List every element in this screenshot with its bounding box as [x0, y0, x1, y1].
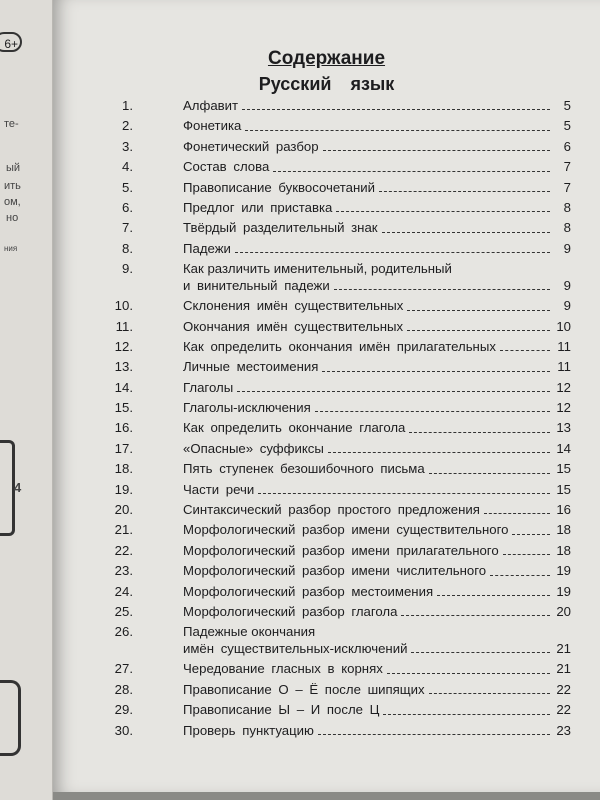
- toc-entry-title: Падежи: [183, 240, 231, 256]
- toc-entry-title: Твёрдый разделительный знак: [183, 220, 378, 236]
- toc-number: 15.: [114, 400, 133, 416]
- toc-entry-line: [183, 378, 571, 398]
- toc-entry-line: [183, 317, 571, 337]
- left-page-fragment: ом,: [4, 196, 21, 208]
- toc-entry: [183, 317, 571, 337]
- toc-page-number: 7: [563, 159, 571, 175]
- toc-leader: [500, 350, 550, 351]
- toc-leader: [490, 575, 550, 576]
- toc-entry-title: Части речи: [183, 481, 255, 497]
- toc-leader: [512, 534, 550, 535]
- toc-leader: [387, 673, 550, 674]
- toc-entry-line: [183, 157, 571, 177]
- toc-leader: [315, 411, 550, 412]
- toc-leader: [411, 652, 550, 653]
- toc-entry: [183, 259, 571, 296]
- toc-entry-line: [183, 276, 571, 296]
- toc-page-number: 9: [563, 240, 571, 256]
- toc-row: [101, 418, 571, 438]
- toc-entry-line: [183, 561, 571, 581]
- toc-number: 11.: [115, 318, 133, 334]
- toc-page-number: 6: [563, 138, 571, 154]
- toc-entry-line: [183, 296, 571, 316]
- toc-entry: [183, 520, 571, 540]
- toc-entry: [183, 337, 571, 357]
- toc-entry-first-line: Падежные окончания: [183, 624, 316, 640]
- toc-page-number: 10: [556, 318, 571, 334]
- toc-leader: [401, 615, 550, 616]
- toc-number: 8.: [122, 240, 133, 256]
- toc-leader: [235, 252, 550, 253]
- toc-row: [101, 259, 571, 296]
- toc-leader: [429, 473, 550, 474]
- toc-entry-line: [183, 137, 571, 157]
- toc-number: 5.: [122, 179, 133, 195]
- toc-entry: [183, 459, 571, 479]
- toc-entry-title: Морфологический разбор глагола: [183, 603, 398, 619]
- toc-number: 14.: [114, 379, 133, 395]
- toc-row: [101, 378, 571, 398]
- toc-row: [101, 459, 571, 479]
- age-rating-badge: 6+: [0, 32, 22, 52]
- left-page-fragment: ния: [4, 244, 18, 253]
- toc-leader: [328, 452, 550, 453]
- toc-entry-line: [183, 178, 571, 198]
- toc-entry-title: Склонения имён существительных: [183, 298, 404, 314]
- left-page-fragment: но: [6, 212, 19, 224]
- toc-entry-line: [183, 680, 571, 700]
- toc-row: [101, 337, 571, 357]
- toc-leader: [407, 330, 550, 331]
- toc-entry-title: Правописание О – Ё после шипящих: [183, 681, 425, 697]
- toc-row: [101, 659, 571, 679]
- toc-row: [101, 700, 571, 720]
- toc-page-number: 16: [556, 502, 571, 518]
- toc-leader: [334, 289, 550, 290]
- toc-page-number: 8: [563, 220, 571, 236]
- toc-row: [101, 520, 571, 540]
- toc-page-number: 22: [556, 702, 571, 718]
- toc-number: 30.: [114, 722, 133, 738]
- toc-entry: [183, 561, 571, 581]
- toc-page-number: 19: [556, 563, 571, 579]
- toc-entry: [183, 96, 571, 116]
- toc-entry-title: Глаголы: [183, 379, 234, 395]
- toc-number: 4.: [122, 159, 133, 175]
- toc-entry-title: Как определить окончания имён прилагательных: [183, 338, 496, 354]
- toc-entry: [183, 439, 571, 459]
- toc-entry: [183, 157, 571, 177]
- toc-entry-title: имён существительных-исключений: [183, 640, 408, 656]
- toc-entry-title: Чередование гласных в корнях: [183, 661, 383, 677]
- toc-page-number: 11: [557, 359, 571, 375]
- toc-entry-title: Проверь пунктуацию: [183, 722, 314, 738]
- left-page-fragment: ить: [4, 180, 21, 192]
- toc-entry: [183, 239, 571, 259]
- toc-leader: [429, 693, 550, 694]
- toc-leader: [336, 211, 550, 212]
- toc-leader: [245, 130, 550, 131]
- toc-leader: [409, 432, 550, 433]
- toc-entry-title: Морфологический разбор имени прилагательного: [183, 542, 499, 558]
- toc-leader: [437, 595, 550, 596]
- toc-entry: [183, 218, 571, 238]
- toc-row: [101, 622, 571, 659]
- toc-entry-line: [183, 541, 571, 561]
- toc-entry-title: Правописание буквосочетаний: [183, 179, 376, 195]
- subject-heading: Русский язык: [258, 74, 395, 94]
- toc-number: 16.: [114, 420, 133, 436]
- toc-entry: [183, 378, 571, 398]
- toc-row: [101, 680, 571, 700]
- toc-leader: [484, 513, 550, 514]
- toc-entry-line: [183, 602, 571, 622]
- toc-entry-line: [183, 418, 571, 438]
- toc-number: 10.: [114, 298, 133, 314]
- toc-entry: [183, 680, 571, 700]
- toc-entry-line: [183, 218, 571, 238]
- toc-entry-title: Как определить окончание глагола: [183, 420, 406, 436]
- toc-entry-line: [183, 96, 571, 116]
- toc-page-number: 12: [556, 400, 571, 416]
- toc-page-number: 18: [556, 522, 571, 538]
- toc-entry: [183, 198, 571, 218]
- toc-row: [101, 500, 571, 520]
- toc-page-number: 21: [556, 661, 571, 677]
- toc-leader: [258, 493, 550, 494]
- toc-number: 7.: [122, 220, 133, 236]
- toc-row: [101, 218, 571, 238]
- toc-page-number: 12: [556, 379, 571, 395]
- toc-entry: [183, 296, 571, 316]
- toc-number: 20.: [114, 502, 133, 518]
- toc-number: 6.: [122, 199, 133, 215]
- toc-row: [101, 721, 571, 741]
- left-page-frame: [0, 680, 21, 756]
- toc-number: 19.: [114, 481, 133, 497]
- toc-page-number: 20: [556, 603, 571, 619]
- toc-entry: [183, 582, 571, 602]
- toc-number: 18.: [114, 461, 133, 477]
- toc-row: [101, 357, 571, 377]
- left-page-fragment: те-: [4, 118, 19, 130]
- toc-row: [101, 439, 571, 459]
- toc-number: 27.: [114, 661, 133, 677]
- toc-leader: [318, 734, 550, 735]
- toc-row: [101, 96, 571, 116]
- toc-row: [101, 198, 571, 218]
- toc-row: [101, 541, 571, 561]
- toc-leader: [323, 150, 550, 151]
- toc-number: 17.: [114, 440, 133, 456]
- toc-page-number: 15: [556, 461, 571, 477]
- toc-entry: [183, 116, 571, 136]
- toc-row: [101, 116, 571, 136]
- toc-number: 25.: [114, 603, 133, 619]
- toc-entry-title: Предлог или приставка: [183, 199, 333, 215]
- toc-entry-line: [183, 659, 571, 679]
- toc-entry-title: Глаголы-исключения: [183, 400, 311, 416]
- toc-leader: [322, 371, 550, 372]
- toc-entry-title: и винительный падежи: [183, 277, 330, 293]
- toc-row: [101, 137, 571, 157]
- toc-number: 22.: [114, 542, 133, 558]
- toc-entry: [183, 178, 571, 198]
- toc-row: [101, 239, 571, 259]
- toc-entry: [183, 721, 571, 741]
- toc-entry: [183, 700, 571, 720]
- toc-entry-title: Фонетический разбор: [183, 138, 319, 154]
- toc-row: [101, 602, 571, 622]
- toc-entry: [183, 357, 571, 377]
- toc-leader: [379, 191, 550, 192]
- toc-page-number: 14: [556, 440, 571, 456]
- toc-entry-line: [183, 700, 571, 720]
- toc-page-number: 18: [556, 542, 571, 558]
- toc-number: 3.: [122, 138, 133, 154]
- toc-entry-title: Морфологический разбор имени числительного: [183, 563, 487, 579]
- toc-number: 1.: [122, 98, 133, 113]
- toc-entry: [183, 602, 571, 622]
- toc-entry: [183, 418, 571, 438]
- toc-page-number: 7: [563, 179, 571, 195]
- left-page: [0, 0, 53, 800]
- toc-entry-line: [183, 398, 571, 418]
- toc-page-number: 19: [556, 583, 571, 599]
- page-title: Содержание: [267, 48, 386, 69]
- toc-leader: [242, 109, 550, 110]
- toc-row: [101, 157, 571, 177]
- toc-entry-title: Морфологический разбор местоимения: [183, 583, 434, 599]
- toc-entry-line: [183, 480, 571, 500]
- toc-entry-first-line: Как различить именительный, родительный: [183, 261, 452, 277]
- toc-entry-line: [183, 116, 571, 136]
- toc-row: [101, 317, 571, 337]
- toc-entry-line: [183, 520, 571, 540]
- toc-entry-title: Личные местоимения: [183, 359, 319, 375]
- toc-entry-title: Алфавит: [183, 97, 239, 113]
- toc-entry-title: Морфологический разбор имени существительного: [183, 522, 509, 538]
- toc-number: 29.: [114, 702, 133, 718]
- toc-number: 12.: [114, 338, 133, 354]
- left-page-frame: [0, 440, 15, 536]
- contents-page: [53, 0, 600, 792]
- toc-entry-line: [183, 582, 571, 602]
- toc-entry: [183, 137, 571, 157]
- toc-entry: [183, 659, 571, 679]
- toc-page-number: 13: [556, 420, 571, 436]
- toc-page-number: 11: [557, 338, 571, 354]
- toc-page-number: 5: [563, 118, 571, 134]
- toc-number: 9.: [122, 261, 133, 277]
- toc-entry: [183, 622, 571, 659]
- toc-entry-title: Окончания имён существительных: [183, 318, 404, 334]
- toc-entry-title: Фонетика: [183, 118, 242, 134]
- toc-leader: [237, 391, 550, 392]
- toc-page-number: 21: [556, 640, 571, 656]
- toc-entry-line: [183, 721, 571, 741]
- toc-entry-line: [183, 459, 571, 479]
- toc-entry-title: Синтаксический разбор простого предложения: [183, 502, 480, 518]
- toc-entry-title: Состав слова: [183, 159, 270, 175]
- toc-leader: [273, 171, 550, 172]
- toc-page-number: 5: [563, 97, 571, 113]
- toc-entry: [183, 500, 571, 520]
- toc-number: 13.: [114, 359, 133, 375]
- toc-page-number: 8: [563, 199, 571, 215]
- toc-page-number: 9: [563, 277, 571, 293]
- toc-page-number: 15: [556, 481, 571, 497]
- toc-entry-line: [183, 239, 571, 259]
- toc-entry: [183, 398, 571, 418]
- toc-entry: [183, 480, 571, 500]
- toc-number: 2.: [122, 118, 133, 134]
- toc-row: [101, 178, 571, 198]
- toc-row: [101, 480, 571, 500]
- toc-page-number: 22: [556, 681, 571, 697]
- toc-row: [101, 296, 571, 316]
- toc-row: [101, 398, 571, 418]
- toc-number: 23.: [114, 563, 133, 579]
- toc-entry-line: [183, 198, 571, 218]
- toc-page-number: 9: [563, 298, 571, 314]
- toc-entry-line: [183, 337, 571, 357]
- toc-page-number: 23: [556, 722, 571, 738]
- left-page-fragment: ый: [6, 162, 21, 174]
- toc-row: [101, 582, 571, 602]
- toc-number: 28.: [114, 681, 133, 697]
- toc-number: 24.: [114, 583, 133, 599]
- toc-entry-line: [183, 639, 571, 659]
- left-page-fragment: 4: [14, 480, 22, 495]
- toc-entry-line: [183, 500, 571, 520]
- toc-entry-line: [183, 357, 571, 377]
- toc-leader: [503, 554, 550, 555]
- toc-entry: [183, 541, 571, 561]
- toc-entry-line: [183, 439, 571, 459]
- toc-leader: [382, 232, 550, 233]
- toc-entry-title: Пять ступенек безошибочного письма: [183, 461, 425, 477]
- toc-leader: [407, 310, 550, 311]
- toc-number: 21.: [114, 522, 133, 538]
- toc-number: 26.: [114, 624, 133, 640]
- toc-row: [101, 561, 571, 581]
- table-of-contents: [101, 96, 571, 741]
- toc-leader: [383, 714, 550, 715]
- toc-entry-title: Правописание Ы – И после Ц: [183, 702, 380, 718]
- toc-entry-title: «Опасные» суффиксы: [183, 440, 324, 456]
